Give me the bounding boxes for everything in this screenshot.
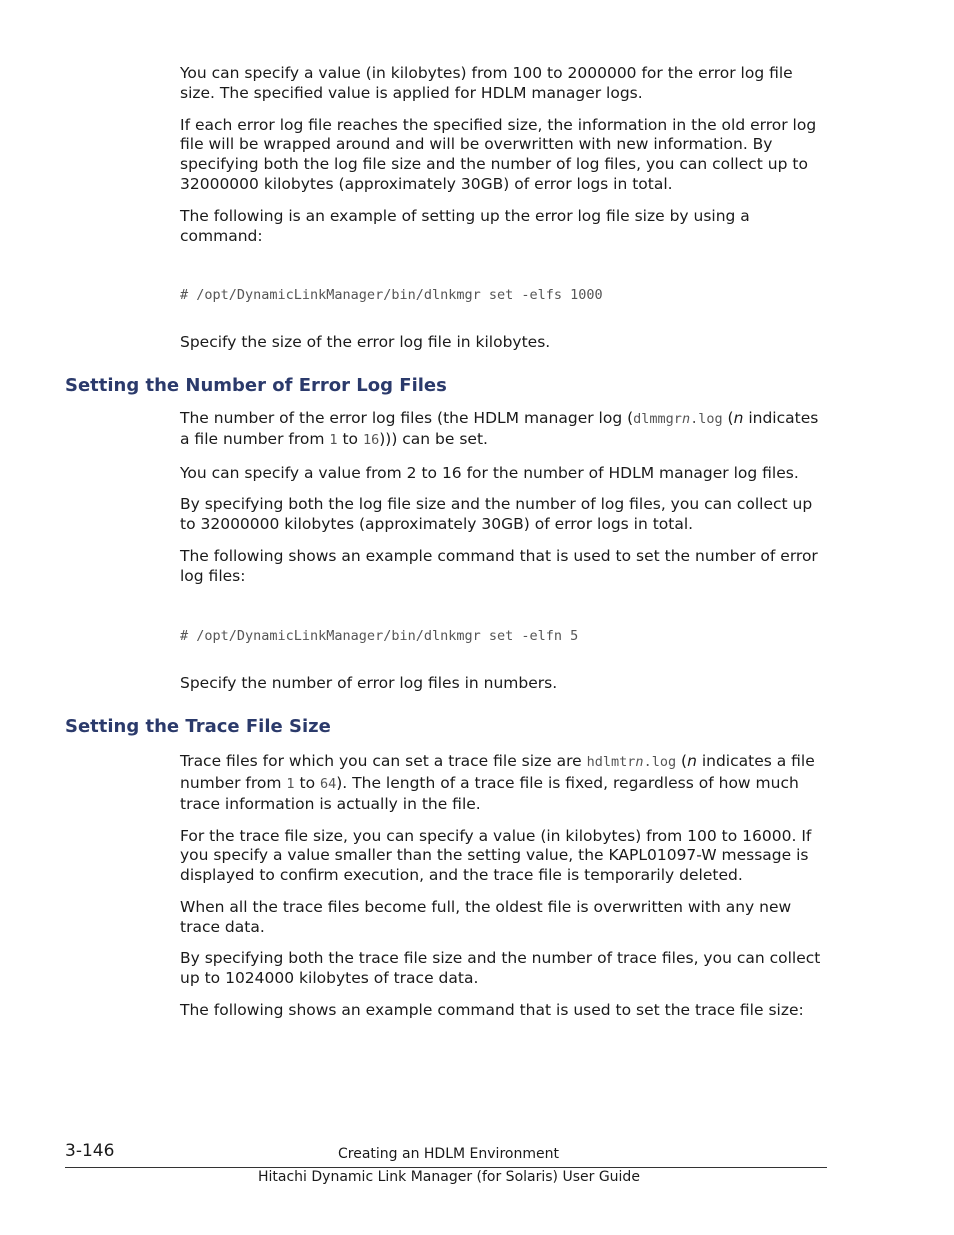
paragraph-error-log-size-range: You can specify a value (in kilobytes) from 100 to 2000000 for the error log file size. The specified value is applied for HDLM manager logs.	[180, 64, 793, 102]
paragraph-error-log-example-intro: The following is an example of setting up the error log file size by using a command:	[180, 206, 750, 245]
paragraph-trace-file-intro: Trace files for which you can set a trace file size are hdlmtrn.log (n indicates a file number from 1 to 64). The length of a trace file is fixed, regardless of how much trace information is actually in the file.	[180, 752, 815, 813]
footer-divider	[65, 1167, 827, 1168]
code-example-elfn: # /opt/DynamicLinkManager/bin/dlnkmgr set -elfn 5	[180, 628, 579, 644]
paragraph-error-log-count-intro: The number of the error log files (the HDLM manager log (dlmmgrn.log (n indicates a file number from 1 to 16))) can be set.	[180, 409, 819, 448]
paragraph-trace-file-overwrite: When all the trace files become full, the oldest file is overwritten with any new trace data.	[180, 897, 792, 936]
paragraph-error-log-count-total: By specifying both the log file size and the number of log files, you can collect up to 32000000 kilobytes (approximately 30GB) of error logs in total.	[180, 495, 813, 534]
trace-file-size-block	[180, 751, 830, 1021]
paragraph-error-log-count-range: You can specify a value from 2 to 16 for the number of HDLM manager log files.	[180, 463, 799, 482]
page-number: 3-146	[65, 1141, 115, 1161]
paragraph-elfn-note: Specify the number of error log files in numbers.	[180, 674, 558, 692]
paragraph-error-log-wrap: If each error log file reaches the specified size, the information in the old error log file will be wrapped around and will be overwritten with new information. By specifying both the log file size and the number of log files, you can collect up to 32000000 kilobytes (approximately 30GB) of error logs in total.	[180, 115, 817, 193]
intro-block	[180, 64, 830, 246]
paragraph-trace-file-total: By specifying both the trace file size and the number of trace files, you can collect up to 1024000 kilobytes of trace data.	[180, 949, 821, 988]
footer-guide-title: Hitachi Dynamic Link Manager (for Solaris) User Guide	[258, 1169, 640, 1185]
section-heading-number-of-error-log-files: Setting the Number of Error Log Files	[65, 375, 447, 396]
paragraph-trace-file-size-range: For the trace file size, you can specify a value (in kilobytes) from 100 to 16000. If you specify a value smaller than the setting value, the KAPL01097-W message is displayed to confirm execution, and the trace file is temporarily deleted.	[180, 826, 812, 885]
elfs-note-block	[180, 333, 830, 353]
paragraph-trace-file-example-intro: The following shows an example command that is used to set the trace file size:	[180, 1001, 804, 1020]
footer-chapter-title: Creating an HDLM Environment	[338, 1146, 559, 1162]
paragraph-error-log-count-example-intro: The following shows an example command that is used to set the number of error log files:	[180, 546, 818, 585]
number-of-error-log-files-block	[180, 409, 830, 587]
code-example-elfs: # /opt/DynamicLinkManager/bin/dlnkmgr set -elfs 1000	[180, 287, 603, 303]
section-heading-trace-file-size: Setting the Trace File Size	[65, 716, 331, 737]
paragraph-elfs-note: Specify the size of the error log file in kilobytes.	[180, 333, 551, 351]
elfn-note-block	[180, 674, 830, 694]
